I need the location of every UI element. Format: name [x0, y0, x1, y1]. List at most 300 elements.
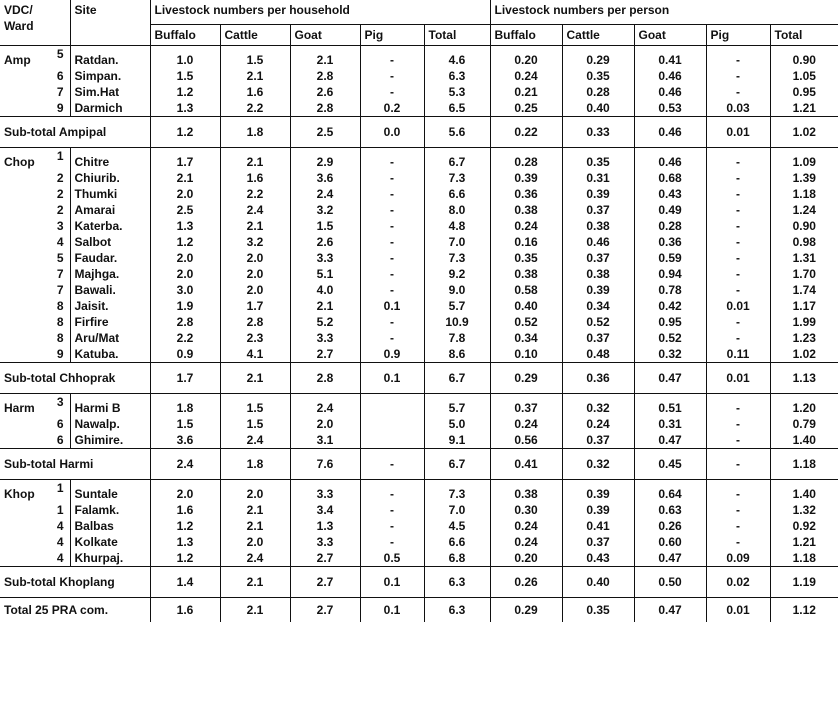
subtotal-pp-goat: 0.47 [634, 363, 706, 394]
pp-cattle-cell: 0.31 [562, 170, 634, 186]
pp-pig-cell: - [706, 534, 770, 550]
subtotal-hh-total: 6.3 [424, 567, 490, 598]
pp-cattle-cell: 0.48 [562, 346, 634, 363]
ward-number: 3 [56, 395, 64, 409]
pp-buffalo-cell: 0.24 [490, 68, 562, 84]
hh-total-cell: 5.3 [424, 84, 490, 100]
pp-cattle-cell: 0.38 [562, 266, 634, 282]
vdc-ward-cell [0, 170, 70, 186]
total-hh-buffalo: 1.6 [150, 598, 220, 623]
vdc-ward-cell [0, 394, 70, 417]
site-cell: Falamk. [70, 502, 150, 518]
table-row [0, 282, 838, 298]
pp-buffalo-cell: 0.38 [490, 480, 562, 503]
hh-total-cell: 6.8 [424, 550, 490, 567]
pp-cattle-cell: 0.52 [562, 314, 634, 330]
pp-pig-cell: - [706, 314, 770, 330]
vdc-ward-cell [0, 282, 70, 298]
col-header-hh-buffalo: Buffalo [150, 25, 220, 46]
hh-pig-cell: 0.5 [360, 550, 424, 567]
table-row [0, 330, 838, 346]
pp-goat-cell: 0.94 [634, 266, 706, 282]
subtotal-hh-goat: 7.6 [290, 449, 360, 480]
hh-buffalo-cell: 2.0 [150, 266, 220, 282]
hh-cattle-cell: 2.3 [220, 330, 290, 346]
hh-buffalo-cell: 2.0 [150, 480, 220, 503]
vdc-ward-cell [0, 250, 70, 266]
pp-buffalo-cell: 0.37 [490, 394, 562, 417]
total-pp-goat: 0.47 [634, 598, 706, 623]
ward-number: 3 [56, 219, 64, 233]
hh-total-cell: 6.3 [424, 68, 490, 84]
hh-cattle-cell: 2.1 [220, 148, 290, 171]
hh-goat-cell: 2.7 [290, 346, 360, 363]
vdc-name: Harm [4, 401, 35, 415]
subtotal-pp-pig: 0.02 [706, 567, 770, 598]
subtotal-hh-goat: 2.7 [290, 567, 360, 598]
pp-total-cell: 1.20 [770, 394, 838, 417]
hh-pig-cell: - [360, 534, 424, 550]
pp-buffalo-cell: 0.58 [490, 282, 562, 298]
hh-goat-cell: 2.1 [290, 46, 360, 69]
table-row [0, 250, 838, 266]
pp-goat-cell: 0.49 [634, 202, 706, 218]
hh-total-cell: 9.0 [424, 282, 490, 298]
ward-number: 1 [56, 149, 64, 163]
pp-total-cell: 1.05 [770, 68, 838, 84]
hh-total-cell: 4.8 [424, 218, 490, 234]
total-hh-goat: 2.7 [290, 598, 360, 623]
vdc-ward-cell [0, 550, 70, 567]
hh-pig-cell: - [360, 68, 424, 84]
table-row [0, 346, 838, 363]
vdc-ward-cell [0, 314, 70, 330]
pp-total-cell: 0.90 [770, 218, 838, 234]
hh-goat-cell: 2.9 [290, 148, 360, 171]
hh-cattle-cell: 2.0 [220, 250, 290, 266]
hh-cattle-cell: 2.8 [220, 314, 290, 330]
pp-cattle-cell: 0.28 [562, 84, 634, 100]
pp-total-cell: 1.21 [770, 534, 838, 550]
hh-buffalo-cell: 1.9 [150, 298, 220, 314]
hh-cattle-cell: 2.1 [220, 218, 290, 234]
col-header-hh-total: Total [424, 25, 490, 46]
vdc-ward-cell [0, 346, 70, 363]
hh-cattle-cell: 1.5 [220, 46, 290, 69]
hh-pig-cell: - [360, 266, 424, 282]
table-row [0, 68, 838, 84]
subtotal-hh-goat: 2.5 [290, 117, 360, 148]
pp-total-cell: 1.31 [770, 250, 838, 266]
pp-total-cell: 1.32 [770, 502, 838, 518]
subtotal-hh-cattle: 2.1 [220, 363, 290, 394]
subtotal-row [0, 567, 838, 598]
pp-pig-cell: - [706, 202, 770, 218]
subtotal-pp-cattle: 0.33 [562, 117, 634, 148]
hh-total-cell: 8.0 [424, 202, 490, 218]
hh-buffalo-cell: 1.8 [150, 394, 220, 417]
pp-cattle-cell: 0.37 [562, 250, 634, 266]
vdc-ward-header [0, 0, 70, 46]
ward-header-label: Ward [4, 19, 34, 33]
subtotal-row [0, 117, 838, 148]
hh-cattle-cell: 2.4 [220, 202, 290, 218]
pp-goat-cell: 0.46 [634, 68, 706, 84]
pp-total-cell: 1.23 [770, 330, 838, 346]
total-row [0, 598, 838, 623]
hh-cattle-cell: 3.2 [220, 234, 290, 250]
ward-number: 5 [56, 47, 64, 61]
pp-total-cell: 1.40 [770, 432, 838, 449]
hh-buffalo-cell: 2.0 [150, 250, 220, 266]
hh-buffalo-cell: 3.6 [150, 432, 220, 449]
hh-total-cell: 5.0 [424, 416, 490, 432]
hh-pig-cell: - [360, 186, 424, 202]
col-header-hh-goat: Goat [290, 25, 360, 46]
vdc-ward-cell [0, 234, 70, 250]
pp-cattle-cell: 0.24 [562, 416, 634, 432]
pp-buffalo-cell: 0.28 [490, 148, 562, 171]
vdc-ward-cell [0, 68, 70, 84]
site-cell: Faudar. [70, 250, 150, 266]
hh-pig-cell: - [360, 234, 424, 250]
pp-pig-cell: - [706, 186, 770, 202]
subtotal-pp-total: 1.02 [770, 117, 838, 148]
hh-goat-cell: 5.2 [290, 314, 360, 330]
hh-buffalo-cell: 1.7 [150, 148, 220, 171]
subtotal-label: Sub-total Chhoprak [0, 363, 150, 394]
table-body [0, 46, 838, 623]
pp-buffalo-cell: 0.10 [490, 346, 562, 363]
total-pp-cattle: 0.35 [562, 598, 634, 623]
pp-cattle-cell: 0.35 [562, 148, 634, 171]
table-row [0, 266, 838, 282]
pp-pig-cell: - [706, 432, 770, 449]
hh-buffalo-cell: 2.2 [150, 330, 220, 346]
pp-pig-cell: - [706, 148, 770, 171]
hh-goat-cell: 2.0 [290, 416, 360, 432]
pp-total-cell: 1.18 [770, 186, 838, 202]
pp-cattle-cell: 0.39 [562, 502, 634, 518]
table-row [0, 218, 838, 234]
total-hh-cattle: 2.1 [220, 598, 290, 623]
hh-goat-cell: 1.5 [290, 218, 360, 234]
subtotal-pp-cattle: 0.40 [562, 567, 634, 598]
hh-pig-cell: - [360, 518, 424, 534]
pp-buffalo-cell: 0.35 [490, 250, 562, 266]
pp-total-cell: 0.92 [770, 518, 838, 534]
hh-cattle-cell: 1.5 [220, 416, 290, 432]
col-header-pp-cattle: Cattle [562, 25, 634, 46]
hh-buffalo-cell: 2.0 [150, 186, 220, 202]
hh-total-cell: 7.3 [424, 480, 490, 503]
ward-number: 2 [56, 171, 64, 185]
hh-buffalo-cell: 1.3 [150, 534, 220, 550]
pp-goat-cell: 0.28 [634, 218, 706, 234]
hh-cattle-cell: 2.0 [220, 534, 290, 550]
ward-number: 4 [56, 235, 64, 249]
pp-goat-cell: 0.36 [634, 234, 706, 250]
subtotal-pp-pig: 0.01 [706, 117, 770, 148]
pp-cattle-cell: 0.34 [562, 298, 634, 314]
site-cell: Katuba. [70, 346, 150, 363]
pp-total-cell: 0.90 [770, 46, 838, 69]
hh-total-cell: 5.7 [424, 298, 490, 314]
pp-buffalo-cell: 0.25 [490, 100, 562, 117]
pp-pig-cell: - [706, 480, 770, 503]
pp-goat-cell: 0.41 [634, 46, 706, 69]
pp-buffalo-cell: 0.24 [490, 534, 562, 550]
vdc-ward-cell [0, 518, 70, 534]
hh-buffalo-cell: 1.2 [150, 84, 220, 100]
pp-cattle-cell: 0.39 [562, 282, 634, 298]
pp-goat-cell: 0.42 [634, 298, 706, 314]
site-cell: Bawali. [70, 282, 150, 298]
pp-buffalo-cell: 0.20 [490, 46, 562, 69]
site-cell: Darmich [70, 100, 150, 117]
hh-pig-cell: - [360, 282, 424, 298]
subtotal-hh-buffalo: 2.4 [150, 449, 220, 480]
pp-cattle-cell: 0.39 [562, 480, 634, 503]
pp-cattle-cell: 0.37 [562, 330, 634, 346]
subtotal-label: Sub-total Harmi [0, 449, 150, 480]
hh-buffalo-cell: 3.0 [150, 282, 220, 298]
table-row [0, 314, 838, 330]
subtotal-pp-total: 1.18 [770, 449, 838, 480]
subtotal-pp-total: 1.13 [770, 363, 838, 394]
site-cell: Kolkate [70, 534, 150, 550]
pp-total-cell: 1.70 [770, 266, 838, 282]
pp-cattle-cell: 0.32 [562, 394, 634, 417]
pp-pig-cell: - [706, 518, 770, 534]
subtotal-pp-buffalo: 0.41 [490, 449, 562, 480]
hh-goat-cell: 3.1 [290, 432, 360, 449]
subtotal-pp-goat: 0.46 [634, 117, 706, 148]
hh-pig-cell [360, 432, 424, 449]
hh-pig-cell: - [360, 480, 424, 503]
hh-total-cell: 6.6 [424, 534, 490, 550]
pp-buffalo-cell: 0.38 [490, 266, 562, 282]
hh-pig-cell [360, 416, 424, 432]
subtotal-pp-buffalo: 0.29 [490, 363, 562, 394]
hh-pig-cell: - [360, 202, 424, 218]
table-row [0, 202, 838, 218]
pp-total-cell: 0.79 [770, 416, 838, 432]
pp-total-cell: 1.40 [770, 480, 838, 503]
subtotal-pp-pig: - [706, 449, 770, 480]
hh-pig-cell: 0.9 [360, 346, 424, 363]
pp-goat-cell: 0.60 [634, 534, 706, 550]
hh-buffalo-cell: 1.6 [150, 502, 220, 518]
pp-buffalo-cell: 0.21 [490, 84, 562, 100]
hh-cattle-cell: 2.4 [220, 550, 290, 567]
pp-goat-cell: 0.31 [634, 416, 706, 432]
pp-cattle-cell: 0.37 [562, 202, 634, 218]
pp-total-cell: 0.98 [770, 234, 838, 250]
subtotal-pp-total: 1.19 [770, 567, 838, 598]
subtotal-hh-cattle: 1.8 [220, 117, 290, 148]
pp-pig-cell: - [706, 282, 770, 298]
total-hh-pig: 0.1 [360, 598, 424, 623]
table-row [0, 148, 838, 171]
subtotal-pp-buffalo: 0.26 [490, 567, 562, 598]
hh-buffalo-cell: 2.1 [150, 170, 220, 186]
pp-total-cell: 1.24 [770, 202, 838, 218]
pp-goat-cell: 0.26 [634, 518, 706, 534]
ward-number: 4 [56, 551, 64, 565]
hh-pig-cell: - [360, 148, 424, 171]
hh-cattle-cell: 2.0 [220, 480, 290, 503]
subtotal-pp-goat: 0.45 [634, 449, 706, 480]
hh-buffalo-cell: 1.3 [150, 100, 220, 117]
pp-buffalo-cell: 0.39 [490, 170, 562, 186]
pp-goat-cell: 0.32 [634, 346, 706, 363]
pp-cattle-cell: 0.37 [562, 432, 634, 449]
hh-pig-cell: - [360, 314, 424, 330]
total-pp-buffalo: 0.29 [490, 598, 562, 623]
subtotal-hh-pig: - [360, 449, 424, 480]
table-row [0, 416, 838, 432]
pp-pig-cell: - [706, 170, 770, 186]
subtotal-hh-buffalo: 1.4 [150, 567, 220, 598]
subtotal-pp-cattle: 0.32 [562, 449, 634, 480]
table-row [0, 298, 838, 314]
hh-cattle-cell: 2.1 [220, 68, 290, 84]
pp-buffalo-cell: 0.52 [490, 314, 562, 330]
ward-number: 8 [56, 299, 64, 313]
ward-number: 1 [56, 503, 64, 517]
hh-goat-cell: 3.3 [290, 330, 360, 346]
pp-pig-cell: - [706, 234, 770, 250]
hh-total-cell: 7.0 [424, 502, 490, 518]
site-header: Site [70, 0, 150, 46]
ward-number: 2 [56, 203, 64, 217]
hh-total-cell: 4.5 [424, 518, 490, 534]
pp-pig-cell: 0.11 [706, 346, 770, 363]
pp-cattle-cell: 0.41 [562, 518, 634, 534]
site-cell: Nawalp. [70, 416, 150, 432]
pp-goat-cell: 0.64 [634, 480, 706, 503]
hh-buffalo-cell: 1.5 [150, 416, 220, 432]
vdc-ward-cell [0, 218, 70, 234]
hh-total-cell: 6.5 [424, 100, 490, 117]
site-cell: Salbot [70, 234, 150, 250]
pp-buffalo-cell: 0.30 [490, 502, 562, 518]
vdc-ward-cell [0, 432, 70, 449]
subtotal-hh-cattle: 2.1 [220, 567, 290, 598]
hh-goat-cell: 2.4 [290, 186, 360, 202]
hh-buffalo-cell: 0.9 [150, 346, 220, 363]
hh-goat-cell: 3.4 [290, 502, 360, 518]
ward-number: 6 [56, 69, 64, 83]
hh-total-cell: 5.7 [424, 394, 490, 417]
pp-cattle-cell: 0.46 [562, 234, 634, 250]
pp-goat-cell: 0.46 [634, 148, 706, 171]
hh-cattle-cell: 1.5 [220, 394, 290, 417]
pp-goat-cell: 0.68 [634, 170, 706, 186]
subtotal-label: Sub-total Ampipal [0, 117, 150, 148]
site-cell: Aru/Mat [70, 330, 150, 346]
site-cell: Suntale [70, 480, 150, 503]
hh-pig-cell: 0.2 [360, 100, 424, 117]
pp-cattle-cell: 0.38 [562, 218, 634, 234]
site-cell: Ghimire. [70, 432, 150, 449]
ward-number: 4 [56, 519, 64, 533]
subtotal-label: Sub-total Khoplang [0, 567, 150, 598]
ward-number: 2 [56, 187, 64, 201]
hh-goat-cell: 2.8 [290, 68, 360, 84]
col-header-pp-buffalo: Buffalo [490, 25, 562, 46]
site-cell: Chitre [70, 148, 150, 171]
total-pp-pig: 0.01 [706, 598, 770, 623]
pp-pig-cell: - [706, 68, 770, 84]
hh-cattle-cell: 2.0 [220, 282, 290, 298]
pp-total-cell: 1.21 [770, 100, 838, 117]
pp-buffalo-cell: 0.34 [490, 330, 562, 346]
hh-total-cell: 7.8 [424, 330, 490, 346]
total-pp-total: 1.12 [770, 598, 838, 623]
hh-buffalo-cell: 1.0 [150, 46, 220, 69]
pp-total-cell: 1.09 [770, 148, 838, 171]
pp-pig-cell: 0.09 [706, 550, 770, 567]
subtotal-hh-buffalo: 1.7 [150, 363, 220, 394]
table-row [0, 170, 838, 186]
vdc-ward-cell [0, 148, 70, 171]
hh-total-cell: 6.7 [424, 148, 490, 171]
person-group-header: Livestock numbers per person [490, 0, 838, 25]
ward-number: 9 [56, 101, 64, 115]
hh-total-cell: 8.6 [424, 346, 490, 363]
hh-goat-cell: 2.8 [290, 100, 360, 117]
pp-goat-cell: 0.52 [634, 330, 706, 346]
subtotal-row [0, 363, 838, 394]
ward-number: 1 [56, 481, 64, 495]
pp-goat-cell: 0.95 [634, 314, 706, 330]
hh-buffalo-cell: 1.5 [150, 68, 220, 84]
vdc-name: Khop [4, 487, 35, 501]
pp-cattle-cell: 0.40 [562, 100, 634, 117]
pp-total-cell: 1.39 [770, 170, 838, 186]
hh-buffalo-cell: 1.2 [150, 234, 220, 250]
col-header-pp-total: Total [770, 25, 838, 46]
pp-pig-cell: - [706, 394, 770, 417]
ward-number: 7 [56, 267, 64, 281]
ward-number: 7 [56, 85, 64, 99]
ward-number: 4 [56, 535, 64, 549]
hh-pig-cell: 0.1 [360, 298, 424, 314]
hh-goat-cell: 2.6 [290, 234, 360, 250]
hh-pig-cell: - [360, 170, 424, 186]
vdc-ward-cell [0, 298, 70, 314]
pp-buffalo-cell: 0.36 [490, 186, 562, 202]
pp-pig-cell: - [706, 416, 770, 432]
hh-buffalo-cell: 2.8 [150, 314, 220, 330]
pp-buffalo-cell: 0.20 [490, 550, 562, 567]
hh-cattle-cell: 1.6 [220, 84, 290, 100]
pp-cattle-cell: 0.37 [562, 534, 634, 550]
vdc-ward-cell [0, 202, 70, 218]
household-group-header: Livestock numbers per household [150, 0, 490, 25]
ward-number: 5 [56, 251, 64, 265]
pp-pig-cell: - [706, 250, 770, 266]
site-cell: Jaisit. [70, 298, 150, 314]
hh-cattle-cell: 2.1 [220, 502, 290, 518]
pp-goat-cell: 0.51 [634, 394, 706, 417]
hh-cattle-cell: 2.0 [220, 266, 290, 282]
hh-pig-cell [360, 394, 424, 417]
subtotal-hh-pig: 0.1 [360, 567, 424, 598]
pp-total-cell: 1.02 [770, 346, 838, 363]
